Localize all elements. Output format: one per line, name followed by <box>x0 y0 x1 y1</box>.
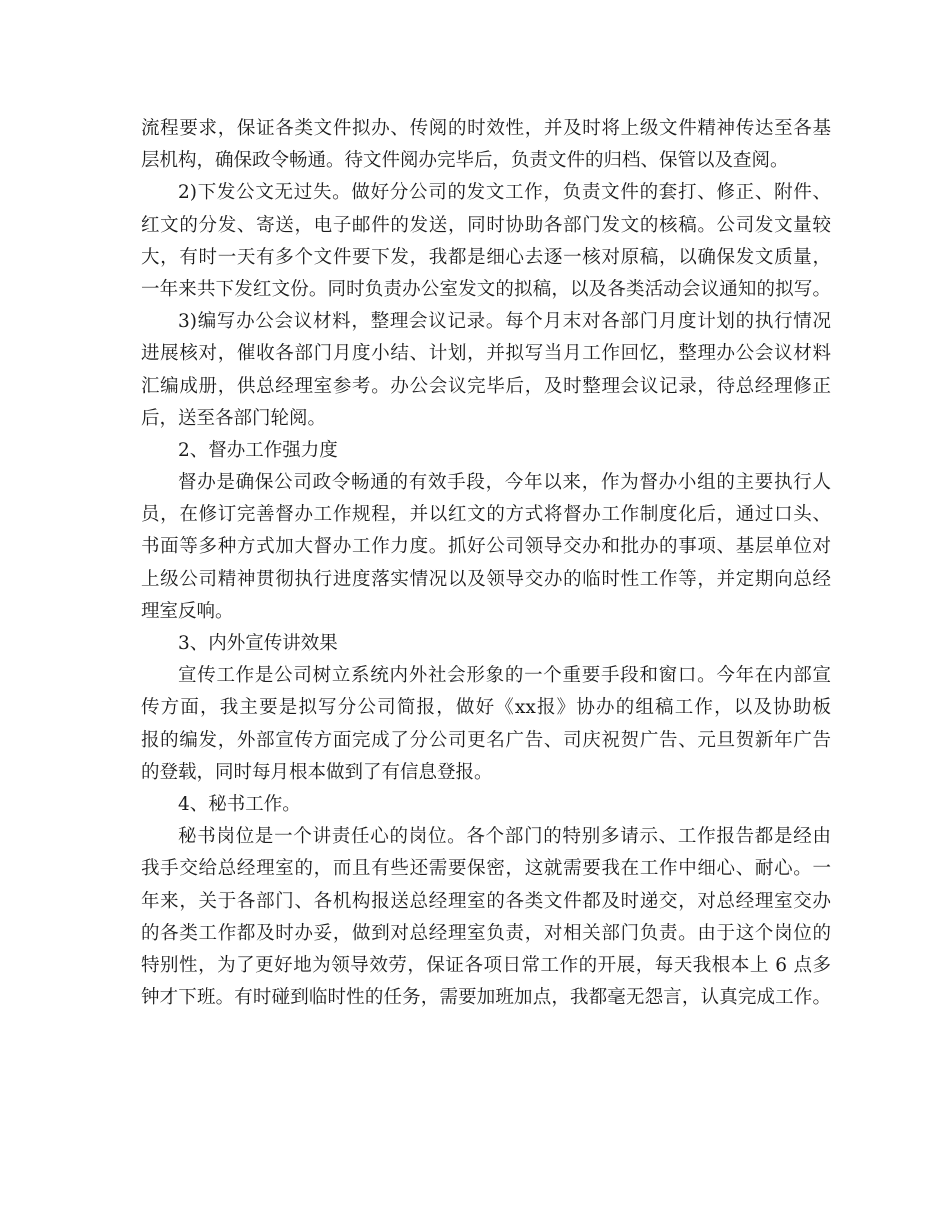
text-line: 汇编成册，供总经理室参考。办公会议完毕后，及时整理会议记录，待总经理修正 <box>141 375 831 397</box>
text-line: 的登载，同时每月根本做到了有信息登报。 <box>141 761 493 783</box>
text-line: 钟才下班。有时碰到临时性的任务，需要加班加点，我都毫无怨言，认真完成工作。 <box>141 987 831 1009</box>
text-line: 督办是确保公司政令畅通的有效手段，今年以来，作为督办小组的主要执行人 <box>178 472 831 494</box>
text-line: 进展核对，催收各部门月度小结、计划，并拟写当月工作回忆，整理办公会议材料 <box>141 343 831 365</box>
text-line: 红文的分发、寄送，电子邮件的发送，同时协助各部门发文的核稿。公司发文量较 <box>141 214 831 236</box>
text-line: 特别性，为了更好地为领导效劳，保证各项日常工作的开展，每天我根本上 6 点多 <box>141 954 831 976</box>
text-line: 报的编发，外部宣传方面完成了分公司更名广告、司庆祝贺广告、元旦贺新年广告 <box>141 729 831 751</box>
text-line: 3)编写办公会议材料，整理会议记录。每个月末对各部门月度计划的执行情况 <box>178 311 831 333</box>
text-line: 2)下发公文无过失。做好分公司的发文工作，负责文件的套打、修正、附件、 <box>178 182 831 204</box>
text-line: 2、督办工作强力度 <box>178 439 338 461</box>
text-line: 4、秘书工作。 <box>178 793 301 815</box>
document-body <box>141 113 831 1014</box>
text-line: 大，有时一天有多个文件要下发，我都是细心去逐一核对原稿，以确保发文质量， <box>141 246 831 268</box>
text-line: 我手交给总经理室的，而且有些还需要保密，这就需要我在工作中细心、耐心。一 <box>141 858 831 880</box>
text-line: 3、内外宣传讲效果 <box>178 633 338 654</box>
text-line: 年来，关于各部门、各机构报送总经理室的各类文件都及时递交，对总经理室交办 <box>141 890 831 912</box>
text-line: 的各类工作都及时办妥，做到对总经理室负责，对相关部门负责。由于这个岗位的 <box>141 922 831 944</box>
text-line: 一年来共下发红文份。同时负责办公室发文的拟稿，以及各类活动会议通知的拟写。 <box>141 278 831 300</box>
text-line: 层机构，确保政令畅通。待文件阅办完毕后，负责文件的归档、保管以及查阅。 <box>141 150 789 172</box>
text-line: 流程要求，保证各类文件拟办、传阅的时效性，并及时将上级文件精神传达至各基 <box>141 118 831 139</box>
text-line: 秘书岗位是一个讲责任心的岗位。各个部门的特别多请示、工作报告都是经由 <box>178 826 831 848</box>
text-line: 宣传工作是公司树立系统内外社会形象的一个重要手段和窗口。今年在内部宣 <box>178 665 831 687</box>
text-line: 后，送至各部门轮阅。 <box>141 407 327 429</box>
text-line: 理室反响。 <box>141 600 234 622</box>
text-line: 上级公司精神贯彻执行进度落实情况以及领导交办的临时性工作等，并定期向总经 <box>141 568 831 590</box>
text-line: 员，在修订完善督办工作规程，并以红文的方式将督办工作制度化后，通过口头、 <box>141 504 831 526</box>
text-line: 传方面，我主要是拟写分公司简报，做好《xx报》协办的组稿工作，以及协助板 <box>141 697 831 719</box>
text-line: 书面等多种方式加大督办工作力度。抓好公司领导交办和批办的事项、基层单位对 <box>141 536 831 558</box>
